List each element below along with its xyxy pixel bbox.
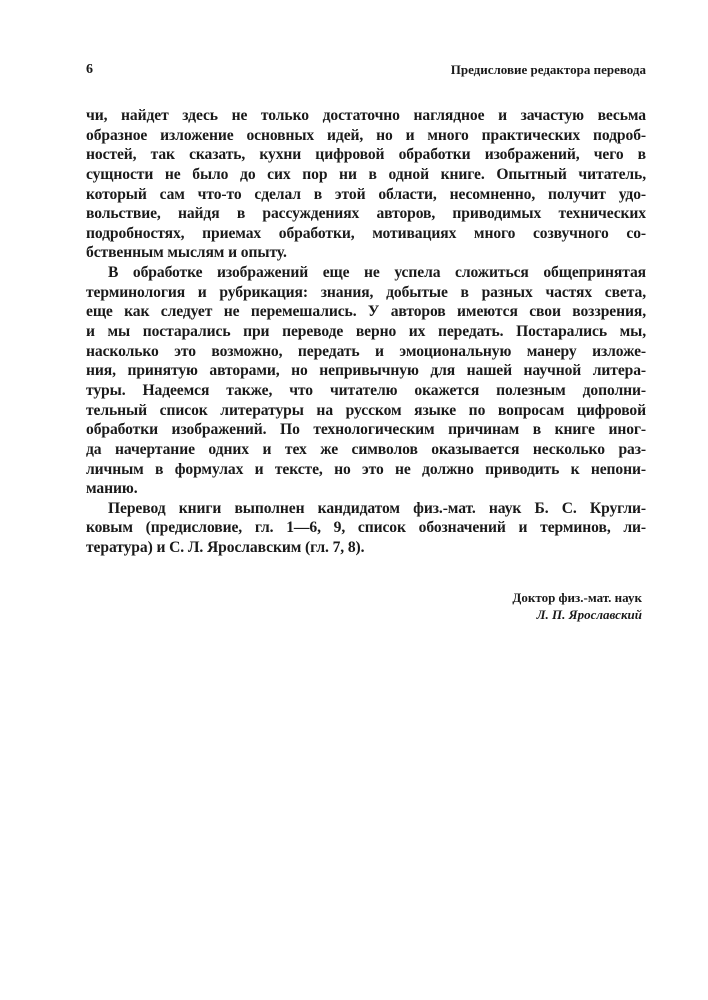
text-line: и мы постарались при переводе верно их передать. Постарались мы, <box>86 323 646 341</box>
text-line: Перевод книги выполнен кандидатом физ.-мат. наук Б. С. Кругли- <box>108 499 646 517</box>
text-line: обработки изображений. По технологическим причинам в книге иног- <box>86 421 646 439</box>
signature-name: Л. П. Ярославский <box>536 607 642 622</box>
text-line: тельный список литературы на русском языке по вопросам цифровой <box>86 401 646 419</box>
paragraph-1 <box>86 106 646 263</box>
text-line: терминология и рубрикация: знания, добытые в разных частях света, <box>86 283 646 301</box>
text-line: туры. Надеемся также, что читателю окажется полезным дополни- <box>86 381 646 399</box>
text-line: еще как следует не перемешались. У авторов имеются свои воззрения, <box>86 303 646 321</box>
text-line: вольствие, найдя в рассуждениях авторов, приводимых технических <box>86 205 646 223</box>
text-line: В обработке изображений еще не успела сложиться общепринятая <box>108 264 646 282</box>
text-line: манию. <box>86 480 138 498</box>
running-title: Предисловие редактора перевода <box>450 62 646 77</box>
text-line: тература) и С. Л. Ярославским (гл. 7, 8). <box>86 539 365 557</box>
page-number: 6 <box>86 62 93 77</box>
text-line: бственным мыслям и опыту. <box>86 244 287 262</box>
paragraph-3 <box>86 499 646 558</box>
text-line: личным в формулах и тексте, но это не должно приводить к непони- <box>86 460 646 478</box>
body-text <box>86 106 646 558</box>
paragraph-2 <box>86 263 646 499</box>
text-line: чи, найдет здесь не только достаточно наглядное и зачастую весьма <box>86 107 646 124</box>
text-line: сущности не было до сих пор ни в одной книге. Опытный читатель, <box>86 165 646 183</box>
text-line: который сам что-то сделал в этой области, несомненно, получит удо- <box>86 185 646 203</box>
text-line: ния, принятую авторами, но непривычную для нашей научной литера- <box>86 362 646 380</box>
signature-degree: Доктор физ.-мат. наук <box>512 590 642 605</box>
text-line: ковым (предисловие, гл. 1—6, 9, список обозначений и терминов, ли- <box>86 519 646 537</box>
text-line: подробностях, приемах обработки, мотивациях много созвучного со- <box>86 224 646 242</box>
text-line: да начертание одних и тех же символов оказывается несколько раз- <box>86 440 646 458</box>
text-line: насколько это возможно, передать и эмоциональную манеру изложе- <box>86 342 646 360</box>
text-line: ностей, так сказать, кухни цифровой обработки изображений, чего в <box>86 146 646 164</box>
text-line: образное изложение основных идей, но и много практических подроб- <box>86 126 646 144</box>
